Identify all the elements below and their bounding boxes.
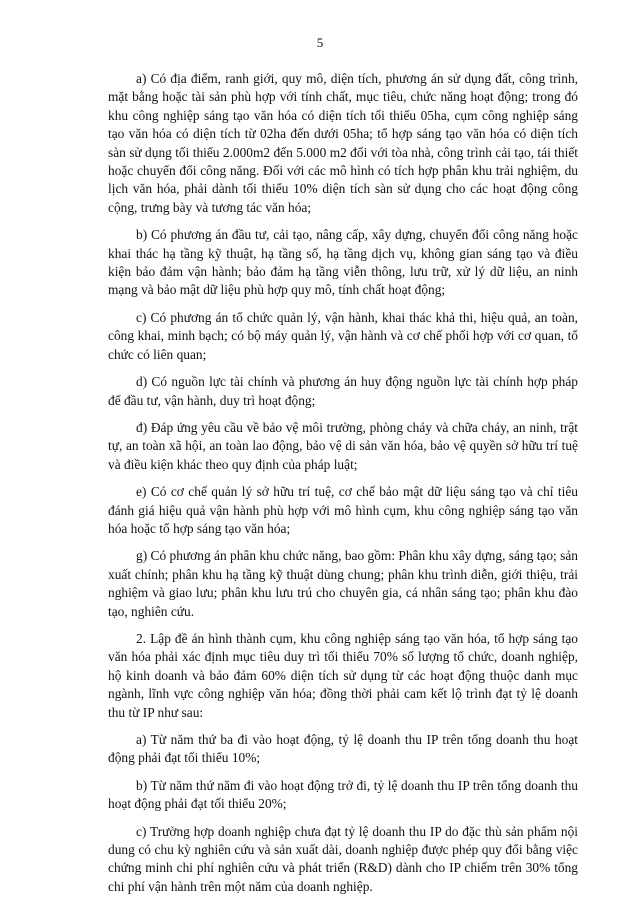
document-body <box>108 70 578 905</box>
paragraph-1g: g) Có phương án phân khu chức năng, bao gồm: Phân khu xây dựng, sáng tạo; sản xuất chính; phân khu hạ tầng kỹ thuật dùng chung; phân khu trình diễn, giới thiệu, trải nghiệm và giao lưu; phân khu lưu trú cho chuyên gia, cá nhân sáng tạo; phân khu đào tạo, nghiên cứu. <box>108 548 578 619</box>
page-number: 5 <box>316 35 324 50</box>
paragraph-1d: d) Có nguồn lực tài chính và phương án huy động nguồn lực tài chính hợp pháp để đầu tư, vận hành, duy trì hoạt động; <box>108 374 578 408</box>
paragraph-1e: e) Có cơ chế quản lý sở hữu trí tuệ, cơ chế bảo mật dữ liệu sáng tạo và chỉ tiêu đánh giá hiệu quả vận hành phù hợp với mô hình cụm, khu công nghiệp sáng tạo văn hóa hoặc tổ hợp sáng tạo văn hóa; <box>108 484 578 536</box>
paragraph-1c: c) Có phương án tổ chức quản lý, vận hành, khai thác khả thi, hiệu quả, an toàn, công khai, minh bạch; có bộ máy quản lý, vận hành và cơ chế phối hợp với cơ quan, tổ chức có liên quan; <box>108 309 578 362</box>
paragraph-1b: b) Có phương án đầu tư, cải tạo, nâng cấp, xây dựng, chuyển đổi công năng hoặc khai thác hạ tầng kỹ thuật, hạ tầng số, hạ tầng dịch vụ, không gian sáng tạo và điều kiện bảo đảm vận hành; bảo đảm hạ tầng viễn thông, lưu trữ, xử lý dữ liệu, an ninh mạng và bảo mật dữ liệu phù hợp quy mô, tính chất hoạt động; <box>108 227 578 298</box>
paragraph-2: 2. Lập đề án hình thành cụm, khu công nghiệp sáng tạo văn hóa, tổ hợp sáng tạo văn hóa phải xác định mục tiêu duy trì tối thiểu 70% số lượng tổ chức, doanh nghiệp, hộ kinh doanh và bảo đảm 60% diện tích sử dụng từ các hoạt động thuộc danh mục ngành, lĩnh vực công nghiệp văn hóa; đồng thời phải cam kết lộ trình đạt tỷ lệ doanh thu từ IP như sau: <box>108 630 578 720</box>
paragraph-2a: a) Từ năm thứ ba đi vào hoạt động, tỷ lệ doanh thu IP trên tổng doanh thu hoạt động phải đạt tối thiểu 10%; <box>108 732 578 766</box>
paragraph-1dd: đ) Đáp ứng yêu cầu về bảo vệ môi trường, phòng cháy và chữa cháy, an ninh, trật tự, an toàn xã hội, an toàn lao động, bảo vệ di sản văn hóa, bảo vệ quyền sở hữu trí tuệ và điều kiện khác theo quy định của pháp luật; <box>108 419 578 472</box>
paragraph-2b: b) Từ năm thứ năm đi vào hoạt động trở đi, tỷ lệ doanh thu IP trên tổng doanh thu hoạt động phải đạt tối thiểu 20%; <box>108 777 578 812</box>
paragraph-2c: c) Trường hợp doanh nghiệp chưa đạt tỷ lệ doanh thu IP do đặc thù sản phẩm nội dung có chu kỳ nghiên cứu và sản xuất dài, doanh nghiệp được phép quy đổi bằng việc chứng minh chi phí nghiên cứu và phát triển (R&D) dành cho IP chiếm trên 30% tổng chi phí vận hành trên một năm của doanh nghiệp. <box>108 823 578 894</box>
paragraph-1a: a) Có địa điểm, ranh giới, quy mô, diện tích, phương án sử dụng đất, công trình, mặt bằng hoặc tài sản phù hợp với tính chất, mục tiêu, chức năng hoạt động; trong đó khu công nghiệp sáng tạo văn hóa có diện tích tối thiểu 05ha, cụm công nghiệp sáng tạo văn hóa có diện tích từ 02ha đến dưới 05ha; tổ hợp sáng tạo văn hóa có diện tích sàn sử dụng tối thiểu 2.000m2 đến 5.000 m2 đối với tòa nhà, công trình cải tạo, tái thiết hoặc chuyển đổi công năng. Đối với các mô hình có tích hợp phân khu trải nghiệm, du lịch văn hóa, phải dành tối thiểu 10% diện tích sàn sử dụng cho các hoạt động công cộng, trưng bày và tương tác văn hóa; <box>108 71 578 215</box>
